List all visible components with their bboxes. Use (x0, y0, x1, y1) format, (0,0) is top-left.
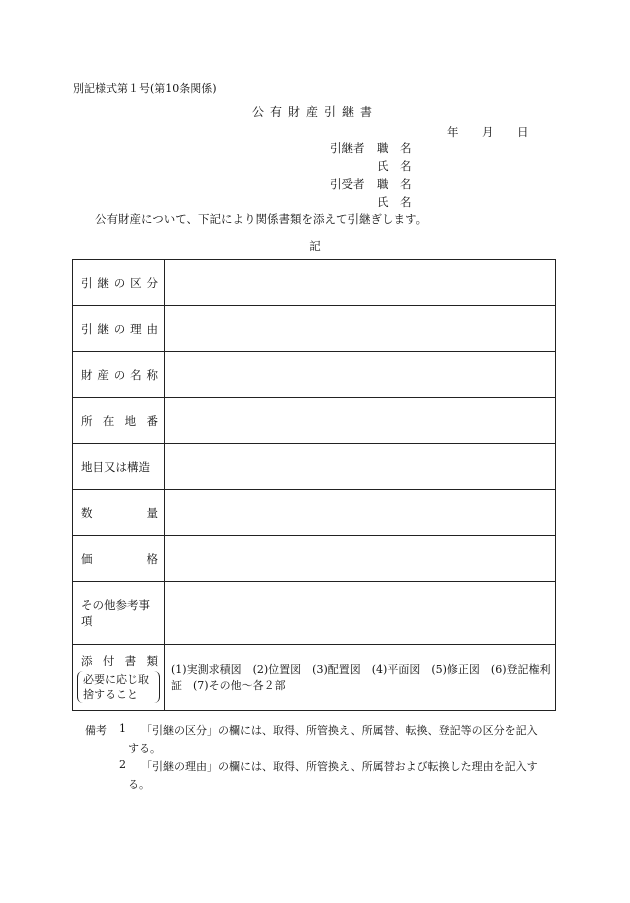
note-2-text: 「引継の理由」の欄には、取得、所管換え、所属替および転換した理由を記入す (141, 760, 538, 773)
ki-heading: 記 (309, 239, 321, 253)
value-land-category[interactable] (165, 444, 556, 490)
table-row (73, 260, 556, 306)
label-land-category: 地目又は構造 (73, 444, 165, 490)
table-row (73, 582, 556, 645)
attachments-note: 必要に応じ取捨すること (77, 671, 160, 703)
notes-label: 備考 (85, 724, 107, 737)
table-row (73, 352, 556, 398)
date-month-label: 月 (482, 125, 494, 139)
label-attachments: 添 付 書 類 必要に応じ取捨すること (73, 645, 165, 711)
table-row (73, 444, 556, 490)
table-row (73, 306, 556, 352)
label-transfer-category: 引 継 の 区 分 (73, 260, 165, 306)
date-day-label: 日 (517, 125, 529, 139)
attachments-list: (1)実測求積図 (2)位置図 (3)配置図 (4)平面図 (5)修正図 (6)登記権利証 (7)その他～各２部 (171, 662, 551, 692)
table-row (73, 398, 556, 444)
transferor-label: 引継者 (330, 141, 365, 155)
value-transfer-reason[interactable] (165, 306, 556, 352)
table-row (73, 490, 556, 536)
transferee-position-label: 職 名 (377, 177, 412, 191)
form-reference: 別記様式第１号(第10条関係) (73, 82, 217, 95)
table-row (73, 645, 556, 711)
value-quantity[interactable] (165, 490, 556, 536)
value-price[interactable] (165, 536, 556, 582)
record-table (72, 259, 556, 711)
note-2-continuation: る。 (128, 778, 150, 791)
label-location: 所 在 地 番 (73, 398, 165, 444)
transferor-name-label: 氏 名 (377, 159, 412, 173)
note-2-number: 2 (119, 758, 126, 771)
label-quantity: 数 量 (73, 490, 165, 536)
transferor-position-label: 職 名 (377, 141, 412, 155)
label-other-notes: その他参考事項 (73, 582, 165, 645)
label-property-name: 財 産 の 名 称 (73, 352, 165, 398)
transferee-label: 引受者 (330, 177, 365, 191)
intro-text: 公有財産について、下記により関係書類を添えて引継ぎします。 (95, 212, 428, 226)
label-price: 価 格 (73, 536, 165, 582)
value-location[interactable] (165, 398, 556, 444)
value-property-name[interactable] (165, 352, 556, 398)
value-attachments[interactable] (165, 645, 556, 711)
document-title: 公有財産引継書 (251, 105, 378, 119)
date-year-label: 年 (447, 125, 459, 139)
transferee-name-label: 氏 名 (377, 195, 412, 209)
note-1-continuation: する。 (128, 742, 161, 755)
note-1-number: 1 (119, 722, 126, 735)
label-transfer-reason: 引 継 の 理 由 (73, 306, 165, 352)
value-transfer-category[interactable] (165, 260, 556, 306)
note-1-text: 「引継の区分」の欄には、取得、所管換え、所属替、転換、登記等の区分を記入 (141, 724, 538, 737)
table-row (73, 536, 556, 582)
value-other-notes[interactable] (165, 582, 556, 645)
